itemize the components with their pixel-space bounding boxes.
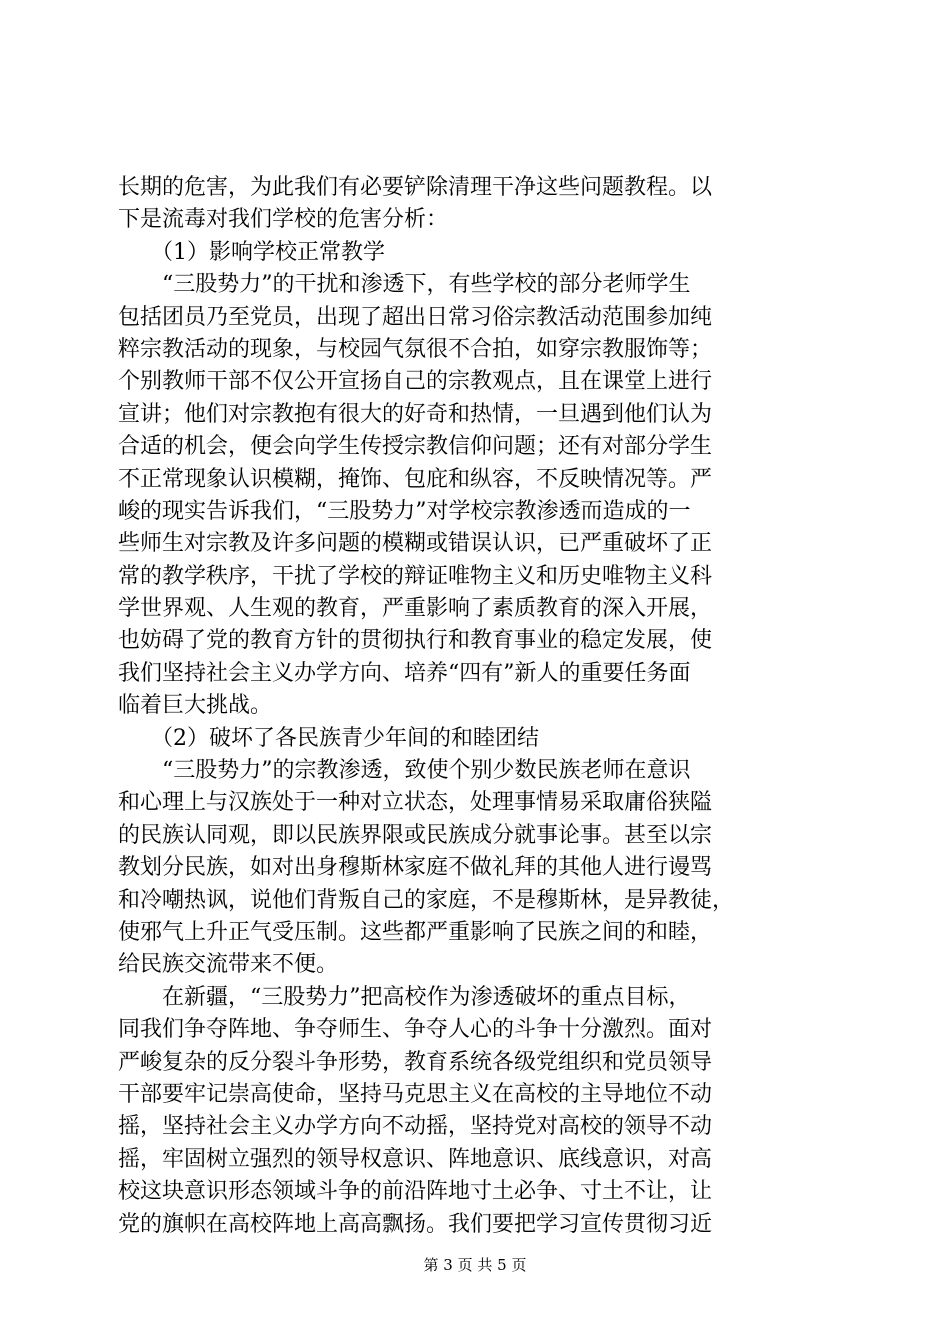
text-line: 教划分民族，如对出身穆斯林家庭不做礼拜的其他人进行谩骂 bbox=[118, 855, 713, 881]
text-line: 包括团员乃至党员，出现了超出日常习俗宗教活动范围参加纯 bbox=[118, 304, 713, 330]
text-line: （1）影响学校正常教学 bbox=[118, 239, 385, 265]
text-line: 临着巨大挑战。 bbox=[118, 693, 273, 719]
text-line: 在新疆，“三股势力”把高校作为渗透破坏的重点目标， bbox=[118, 984, 691, 1010]
text-line: 不正常现象认识模糊，掩饰、包庇和纵容，不反映情况等。严 bbox=[118, 466, 713, 492]
text-line: “三股势力”的干扰和渗透下，有些学校的部分老师学生 bbox=[118, 272, 691, 298]
text-line: 些师生对宗教及许多问题的模糊或错误认识，已严重破坏了正 bbox=[118, 531, 713, 557]
text-line: 摇，坚持社会主义办学方向不动摇，坚持党对高校的领导不动 bbox=[118, 1114, 713, 1140]
text-line: 我们坚持社会主义办学方向、培养“四有”新人的重要任务面 bbox=[118, 660, 691, 686]
text-line: 的民族认同观，即以民族界限或民族成分就事论事。甚至以宗 bbox=[118, 822, 713, 848]
text-line: 严峻复杂的反分裂斗争形势，教育系统各级党组织和党员领导 bbox=[118, 1049, 713, 1075]
document-body bbox=[118, 172, 838, 1241]
text-line: 和冷嘲热讽，说他们背叛自己的家庭，不是穆斯林，是异教徒， bbox=[118, 887, 735, 913]
page-footer: 第 3 页 共 5 页 bbox=[423, 1256, 527, 1274]
text-line: 合适的机会，便会向学生传授宗教信仰问题；还有对部分学生 bbox=[118, 434, 713, 460]
text-line: 宣讲；他们对宗教抱有很大的好奇和热情，一旦遇到他们认为 bbox=[118, 401, 713, 427]
text-line: 长期的危害，为此我们有必要铲除清理干净这些问题教程。以 bbox=[118, 175, 713, 200]
text-line: 给民族交流带来不便。 bbox=[118, 952, 339, 978]
text-line: 干部要牢记崇高使命，坚持马克思主义在高校的主导地位不动 bbox=[118, 1081, 713, 1107]
text-line: 下是流毒对我们学校的危害分析： bbox=[118, 207, 449, 233]
text-line: 同我们争夺阵地、争夺师生、争夺人心的斗争十分激烈。面对 bbox=[118, 1017, 713, 1043]
text-line: “三股势力”的宗教渗透，致使个别少数民族老师在意识 bbox=[118, 758, 691, 784]
text-line: 个别教师干部不仅公开宣扬自己的宗教观点，且在课堂上进行 bbox=[118, 369, 713, 395]
text-line: 峻的现实告诉我们，“三股势力”对学校宗教渗透而造成的一 bbox=[118, 498, 691, 524]
text-line: 和心理上与汉族处于一种对立状态，处理事情易采取庸俗狭隘 bbox=[118, 790, 713, 816]
text-line: 学世界观、人生观的教育，严重影响了素质教育的深入开展， bbox=[118, 596, 713, 622]
text-line: （2）破坏了各民族青少年间的和睦团结 bbox=[118, 725, 539, 751]
text-line: 常的教学秩序，干扰了学校的辩证唯物主义和历史唯物主义科 bbox=[118, 563, 713, 589]
text-line: 粹宗教活动的现象，与校园气氛很不合拍，如穿宗教服饰等； bbox=[118, 336, 713, 362]
text-line: 党的旗帜在高校阵地上高高飘扬。我们要把学习宣传贯彻习近 bbox=[118, 1211, 713, 1237]
text-line: 校这块意识形态领域斗争的前沿阵地寸土必争、寸土不让，让 bbox=[118, 1179, 713, 1205]
text-line: 也妨碍了党的教育方针的贯彻执行和教育事业的稳定发展，使 bbox=[118, 628, 713, 654]
text-line: 摇，牢固树立强烈的领导权意识、阵地意识、底线意识，对高 bbox=[118, 1146, 713, 1172]
text-line: 使邪气上升正气受压制。这些都严重影响了民族之间的和睦， bbox=[118, 919, 713, 945]
